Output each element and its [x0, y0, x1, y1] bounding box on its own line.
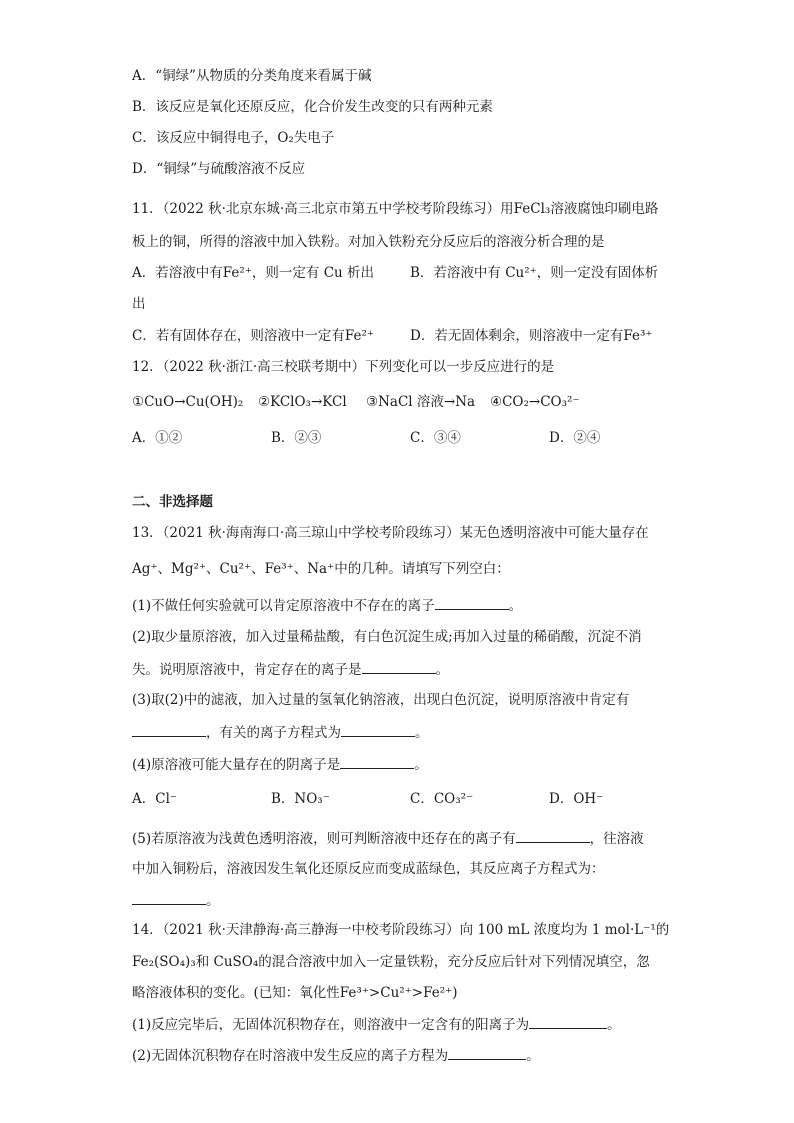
q13-stem-line2: Ag⁺、Mg²⁺、Cu²⁺、Fe³⁺、Na⁺中的几种。请填写下列空白： — [132, 561, 510, 577]
q12-item-2: ②KClO₃→KCl — [258, 394, 347, 410]
q13-part3-line2: ，有关的离子方程式为 。 — [132, 722, 429, 743]
q12-option-c: C．③④ — [410, 430, 461, 446]
answer-blank[interactable] — [448, 1045, 526, 1060]
q13-part3-line1: (3)取(2)中的滤液，加入过量的氢氧化钠溶液，出现白色沉淀，说明原溶液中肯定有 — [132, 692, 630, 708]
q12-option-a: A．①② — [132, 430, 183, 446]
answer-blank[interactable] — [529, 1014, 607, 1029]
answer-blank[interactable] — [132, 722, 206, 737]
answer-blank[interactable] — [362, 659, 436, 674]
q13-p4-option-c: C．CO₃²⁻ — [410, 791, 474, 807]
q13-part2-line1: (2)取少量原溶液，加入过量稀盐酸，有白色沉淀生成;再加入过量的稀硝酸，沉淀不消 — [132, 629, 642, 645]
q11-option-b-continued: 出 — [132, 296, 146, 312]
section-title: 二、非选择题 — [132, 494, 213, 510]
q13-p4-option-b: B．NO₃⁻ — [271, 791, 330, 807]
q12-item-4: ④CO₂→CO₃²⁻ — [490, 394, 580, 410]
q13-part1-text: (1)不做任何实验就可以肯定原溶液中不存在的离子 — [132, 598, 435, 614]
q10-option-a: A．“铜绿”从物质的分类角度来看属于碱 — [132, 68, 372, 84]
q13-part5-line3: 。 — [132, 890, 220, 911]
q11-option-d: D．若无固体剩余，则溶液中一定有Fe³⁺ — [410, 328, 653, 344]
q14-stem-line3: 略溶液体积的变化。(已知：氧化性Fe³⁺>Cu²⁺>Fe²⁺) — [132, 985, 458, 1001]
q10-option-d: D．“铜绿”与硫酸溶液不反应 — [132, 161, 306, 177]
q12-item-1: ①CuO→Cu(OH)₂ — [132, 394, 244, 410]
q14-stem-line2: Fe₂(SO₄)₃和 CuSO₄的混合溶液中加入一定量铁粉，充分反应后针对下列情况填空，忽 — [132, 954, 650, 970]
q11-option-c: C．若有固体存在，则溶液中一定有Fe²⁺ — [132, 328, 374, 344]
answer-blank[interactable] — [340, 754, 414, 769]
q12-option-b: B．②③ — [271, 430, 322, 446]
q13-part4: (4)原溶液可能大量存在的阴离子是 。 — [132, 754, 428, 775]
q12-item-3: ③NaCl 溶液→Na — [366, 394, 476, 410]
q14-stem-line1: 14．（2021 秋·天津静海·高三静海一中校考阶段练习）向 100 mL 浓度均为 1 mol·L⁻¹的 — [132, 922, 670, 938]
q11-stem-line1: 11．（2022 秋·北京东城·高三北京市第五中学校考阶段练习）用FeCl₃溶液腐蚀印刷电路 — [132, 201, 659, 217]
q10-option-c: C．该反应中铜得电子，O₂失电子 — [132, 130, 335, 146]
q10-option-b: B．该反应是氧化还原反应，化合价发生改变的只有两种元素 — [132, 99, 493, 115]
q13-stem-line1: 13．（2021 秋·海南海口·高三琼山中学校考阶段练习）某无色透明溶液中可能大量存在 — [132, 525, 649, 541]
answer-blank[interactable] — [516, 828, 590, 843]
q13-part2-line2: 失。说明原溶液中，肯定存在的离子是 。 — [132, 659, 449, 680]
q13-part5-line2: 中加入铜粉后，溶液因发生氧化还原反应而变成蓝绿色，其反应离子方程式为： — [132, 861, 605, 877]
q13-p4-option-a: A．Cl⁻ — [132, 791, 178, 807]
q12-option-d: D．②④ — [549, 430, 601, 446]
q11-option-b: B．若溶液中有 Cu²⁺，则一定没有固体析 — [410, 265, 659, 281]
q11-stem-line2: 板上的铜，所得的溶液中加入铁粉。对加入铁粉充分反应后的溶液分析合理的是 — [132, 234, 605, 250]
q11-option-a: A．若溶液中有Fe²⁺，则一定有 Cu 析出 — [132, 265, 375, 281]
q14-part1: (1)反应完毕后，无固体沉积物存在，则溶液中一定含有的阳离子为 。 — [132, 1014, 621, 1035]
q14-part2: (2)无固体沉积物存在时溶液中发生反应的离子方程为 。 — [132, 1045, 540, 1066]
q12-stem: 12．（2022 秋·浙江·高三校联考期中）下列变化可以一步反应进行的是 — [132, 359, 555, 375]
q13-part1: (1)不做任何实验就可以肯定原溶液中不存在的离子 。 — [132, 595, 522, 616]
answer-blank[interactable] — [435, 595, 509, 610]
answer-blank[interactable] — [132, 890, 206, 905]
answer-blank[interactable] — [341, 722, 415, 737]
q13-part5-line1: (5)若原溶液为浅黄色透明溶液，则可判断溶液中还存在的离子有 ，往溶液 — [132, 828, 644, 849]
q13-p4-option-d: D．OH⁻ — [549, 791, 604, 807]
